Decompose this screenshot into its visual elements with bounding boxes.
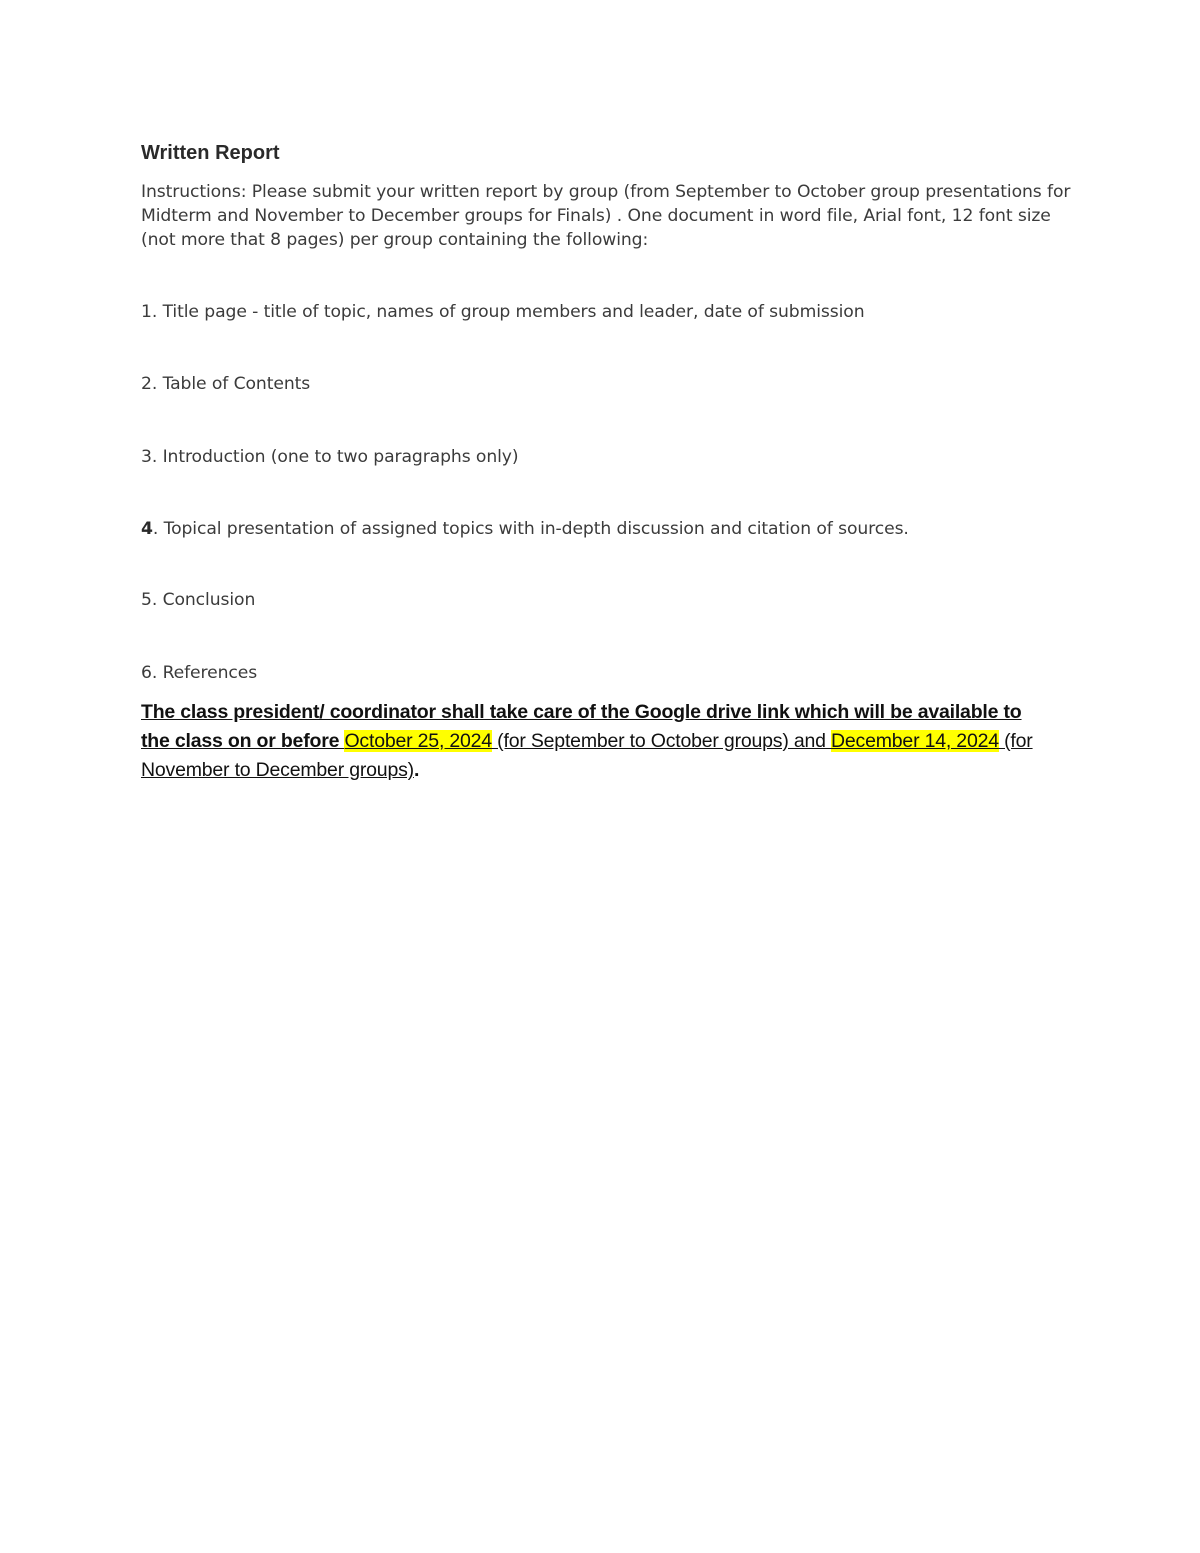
list-item-text: Conclusion [157,590,256,610]
list-item-number: 5. [141,590,158,610]
document-title: Written Report [141,142,280,164]
list-item-text: Table of Contents [157,374,311,394]
list-item-text: Topical presentation of assigned topics with in-depth discussion and citation of sources. [158,519,909,539]
list-item-number: 4 [141,519,153,539]
list-item-text: Introduction (one to two paragraphs only) [157,447,519,467]
list-item-table-of-contents [141,372,1071,396]
highlighted-date-december: December 14, 2024 [831,730,999,752]
list-item-introduction [141,445,1071,469]
notice-text-part2: (for September to October groups) and [491,730,832,752]
list-item-number: 2. [141,374,158,394]
list-item-text: Title page - title of topic, names of group members and leader, date of submission [157,302,865,322]
list-item-conclusion [141,588,1071,612]
list-item-number: 1. [141,302,158,322]
highlighted-date-october: October 25, 2024 [344,730,492,752]
list-item-references [141,661,1071,685]
notice-end-period: . [413,759,420,781]
list-item-number-suffix: . [152,519,159,539]
list-item-topical-presentation [141,517,921,541]
document-body [141,140,1071,785]
list-item-number: 6. [141,663,158,683]
list-item-title-page [141,300,1071,324]
instructions-paragraph: Instructions: Please submit your written report by group (from September to October group presentations for Midterm and November to December groups for Finals) . One document in word file, Arial font, 12 font size (not more that 8 pages) per group containing the following: [141,182,1071,250]
list-item-text: References [157,663,258,683]
notice-text-part1: The class president/ coordinator shall take care of the Google drive link which will be available to the class on or before [141,701,1022,752]
drive-link-notice [141,698,1046,785]
notice-text-part3: (for November to December groups) [141,730,1033,781]
list-item-number: 3. [141,447,158,467]
